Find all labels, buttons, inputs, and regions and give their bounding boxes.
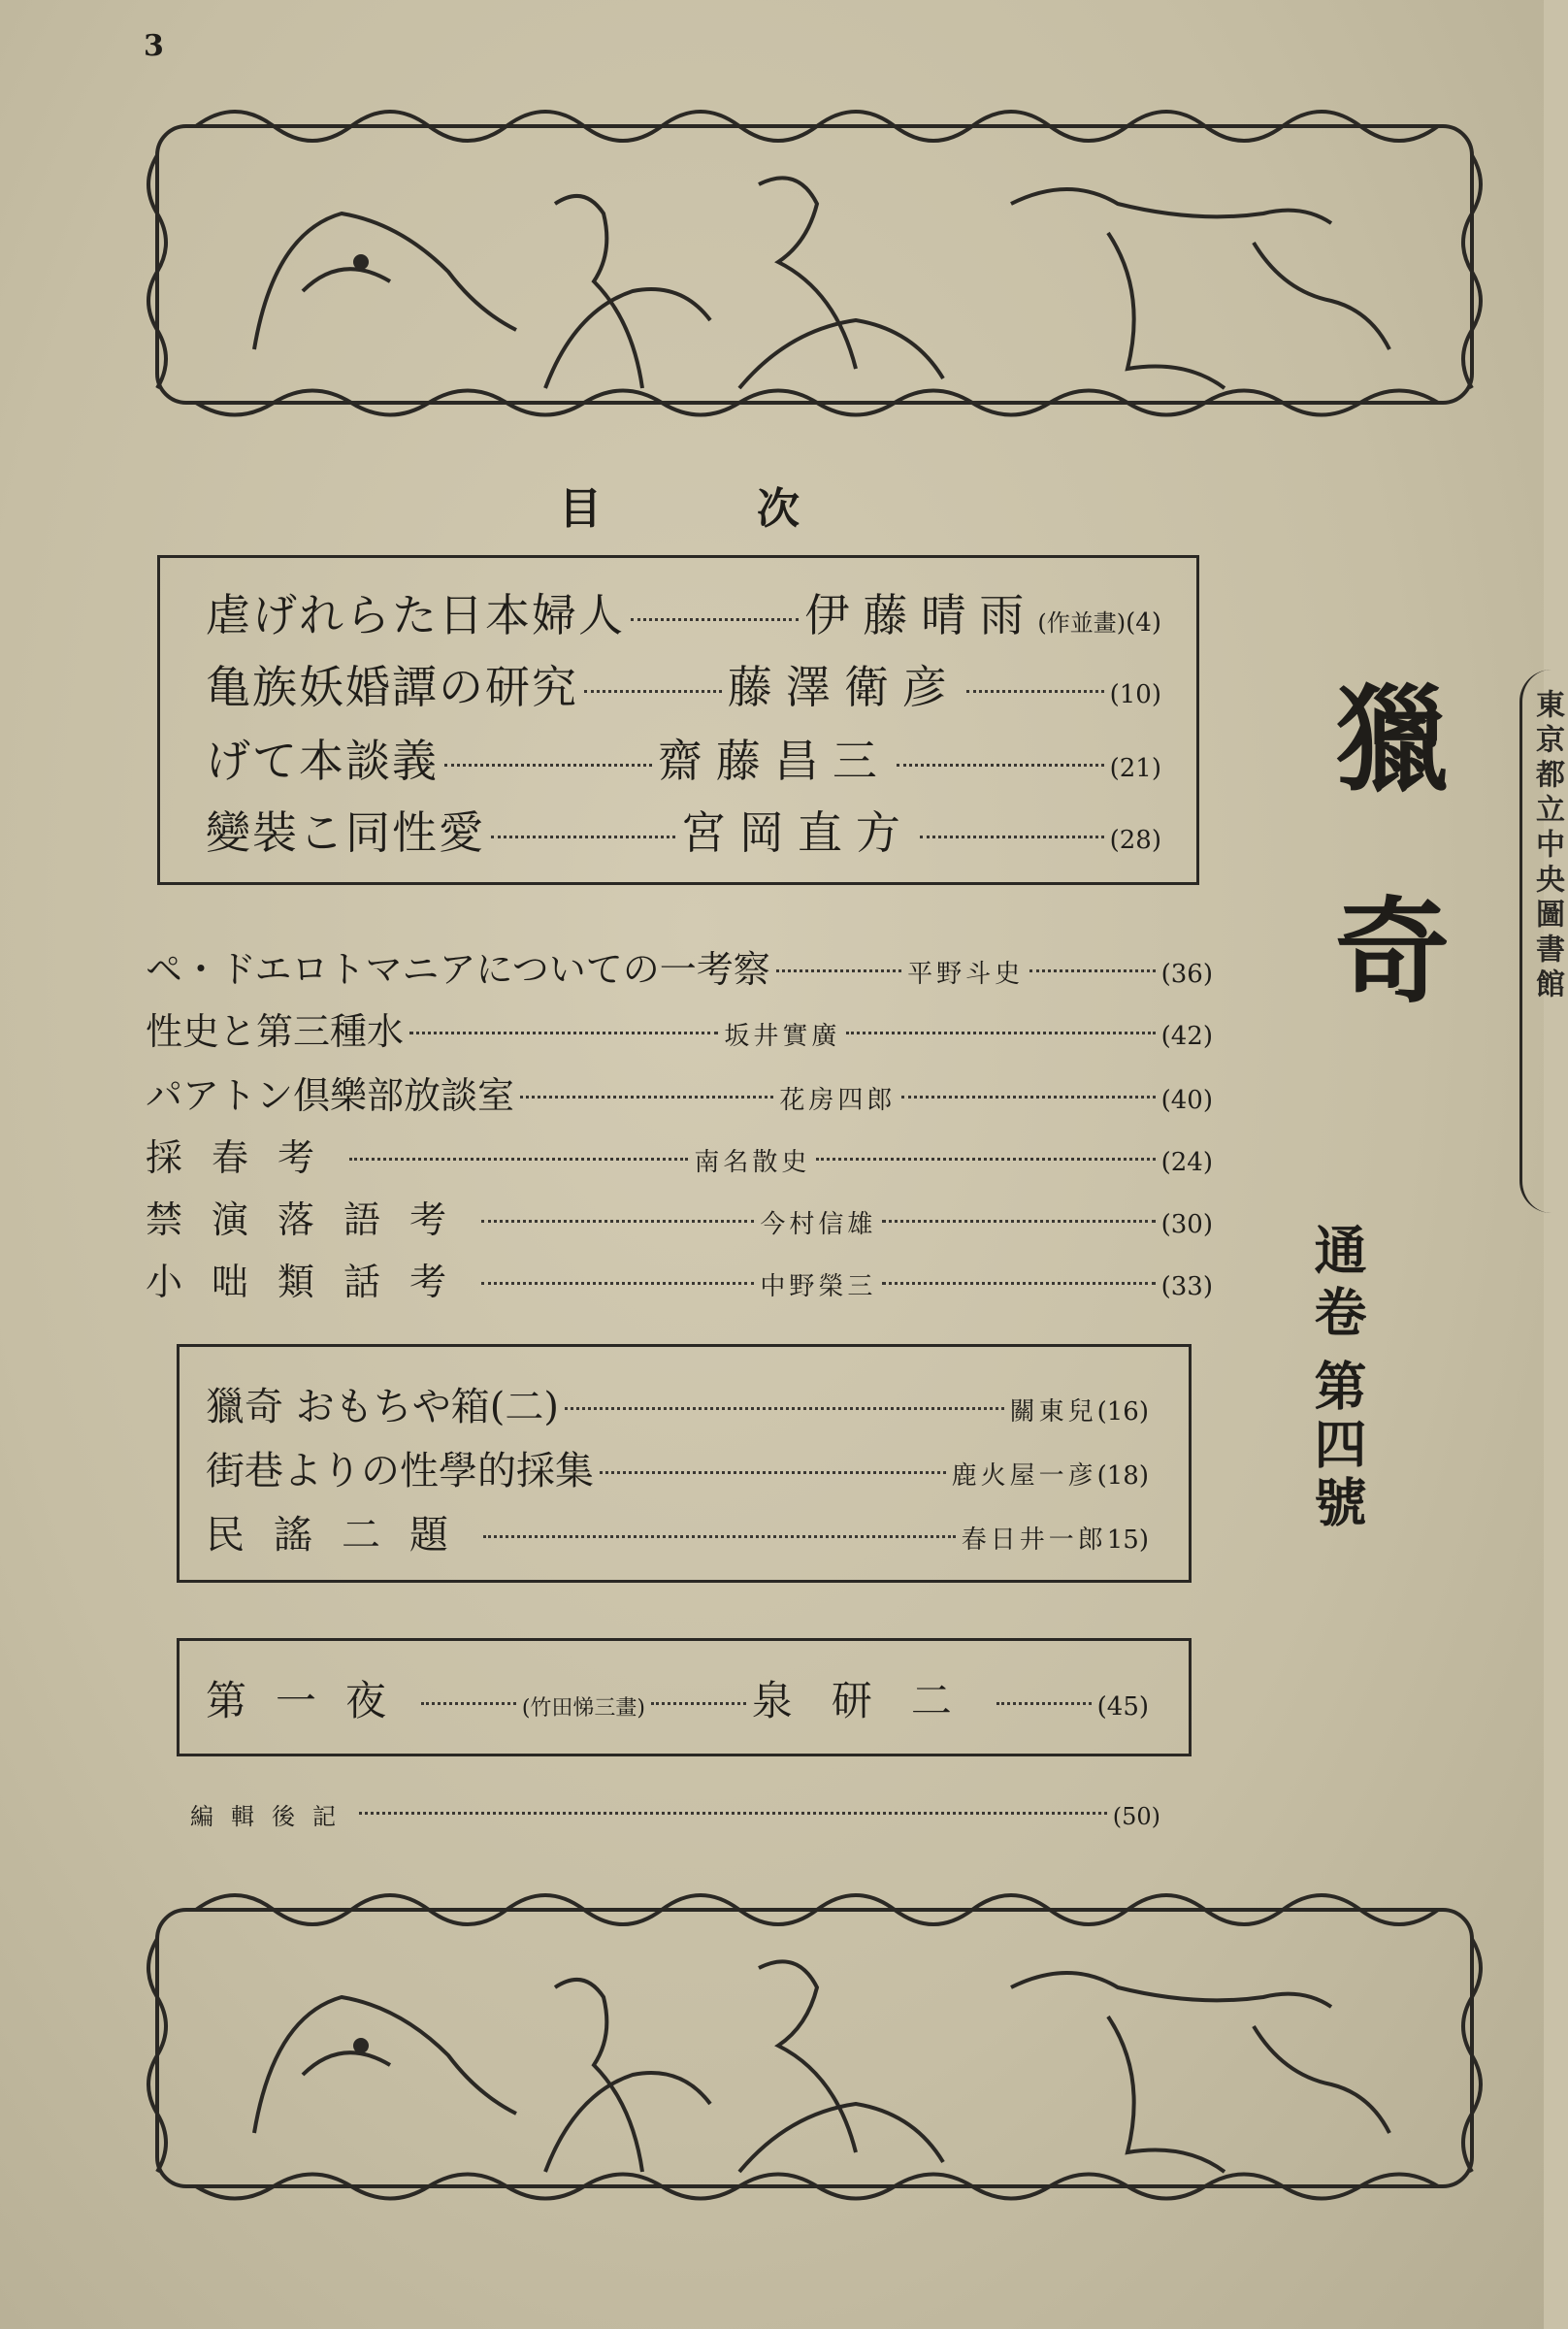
entry-note: (作並畫) [1037,609,1127,637]
entry-title: 第一夜 [206,1677,416,1724]
entry-page: (50) [1112,1803,1160,1830]
entry-author: 宮岡直方 [680,806,914,859]
toc-entry [206,1504,1149,1559]
entry-page: 15) [1106,1525,1149,1555]
leader-dots [882,1282,1155,1285]
leader-dots [481,1282,754,1285]
entry-author: 中野榮三 [760,1272,877,1301]
entry-author: 鹿火屋一彦 [951,1461,1097,1491]
volume-label: 通卷 [1306,1223,1368,1347]
entry-title: 民謠二題 [206,1513,477,1558]
entry-title: 獵奇 おもちや箱(二) [206,1385,559,1429]
leader-dots [481,1220,754,1223]
entry-author: 春日井一郎 [961,1525,1107,1555]
entry-note: (竹田悌三畫) [521,1696,645,1721]
entry-author: 藤澤衛彦 [727,661,961,713]
entry-page: (28) [1109,826,1161,855]
toc-entry [146,1252,1213,1305]
entry-title: 亀族妖婚譚の研究 [206,661,578,713]
toc-entry [206,1376,1149,1431]
entry-page: (16) [1096,1397,1149,1427]
entry-page: (21) [1109,754,1161,783]
entry-title: 變裝こ同性愛 [206,806,485,859]
entry-title: 小咄類話考 [146,1261,476,1303]
leader-dots [491,836,675,838]
toc-entry [206,580,1161,644]
leader-dots [520,1096,773,1099]
page-number: 3 [144,29,164,63]
leader-dots [359,1812,1107,1815]
entry-page: (42) [1160,1022,1213,1051]
entry-page: (4) [1126,608,1161,638]
leader-dots [882,1220,1155,1223]
entry-title: パアトン倶樂部放談室 [146,1074,515,1117]
entry-title: 採春考 [146,1136,344,1179]
entry-author: 關東兒 [1009,1397,1097,1427]
library-stamp-text: 東京都立中央圖書館 [1530,689,1564,1003]
toc-entry [190,1797,1160,1831]
toc-entry [146,1128,1213,1181]
leader-dots [1029,969,1155,972]
leader-dots [816,1158,1155,1161]
entry-author: 花房四郎 [779,1086,897,1115]
toc-entry [206,798,1161,862]
entry-author: 平野斗史 [907,960,1025,989]
entry-page: (24) [1160,1148,1213,1177]
leader-dots [409,1032,718,1034]
leader-dots [920,836,1104,838]
entry-page: (18) [1096,1461,1149,1491]
toc-entry [206,652,1161,716]
leader-dots [483,1535,956,1538]
leader-dots [996,1702,1092,1705]
entry-page: (33) [1160,1272,1213,1301]
issue-number: 第四號 [1306,1359,1368,1533]
leader-dots [349,1158,688,1161]
entry-title: 編輯後記 [190,1803,353,1830]
entry-author: 南名散史 [694,1148,811,1177]
entry-author: 泉研二 [751,1677,991,1724]
entry-title: げて本談義 [206,735,439,787]
leader-dots [631,618,799,621]
toc-entry [146,1066,1213,1119]
entry-page: (30) [1160,1210,1213,1239]
entry-title: 虐げれらた日本婦人 [206,589,625,641]
leader-dots [565,1407,1004,1410]
leader-dots [966,690,1104,693]
entry-author: 坂井實廣 [724,1022,841,1051]
leader-dots [846,1032,1155,1034]
entry-title: ペ・ドエロトマニアについての一考察 [146,948,770,991]
leader-dots [651,1702,746,1705]
magazine-title: 獵奇 [1316,679,1451,1102]
toc-entry [146,1001,1213,1055]
toc-entry [146,1190,1213,1243]
entry-author: 伊藤晴雨 [804,589,1038,641]
leader-dots [897,764,1104,767]
leader-dots [901,1096,1155,1099]
entry-author: 今村信雄 [760,1210,877,1239]
entry-title: 禁演落語考 [146,1198,476,1241]
entry-page: (45) [1096,1692,1150,1722]
leader-dots [776,969,901,972]
leader-dots [444,764,652,767]
entry-title: 性史と第三種水 [146,1010,405,1053]
leader-dots [421,1702,516,1705]
toc-heading: 目次 [559,484,955,534]
entry-page: (36) [1160,960,1213,989]
entry-page: (40) [1160,1086,1213,1115]
entry-page: (10) [1109,680,1161,709]
decorative-vignette-top [138,97,1494,422]
entry-author: 齋藤昌三 [657,735,891,787]
toc-entry [206,1669,1149,1727]
leader-dots [584,690,722,693]
decorative-vignette-bottom [138,1881,1494,2206]
toc-entry [206,1440,1149,1495]
leader-dots [600,1471,946,1474]
toc-entry [206,726,1161,790]
toc-entry [146,939,1213,993]
entry-title: 街巷よりの性學的採集 [206,1449,594,1493]
